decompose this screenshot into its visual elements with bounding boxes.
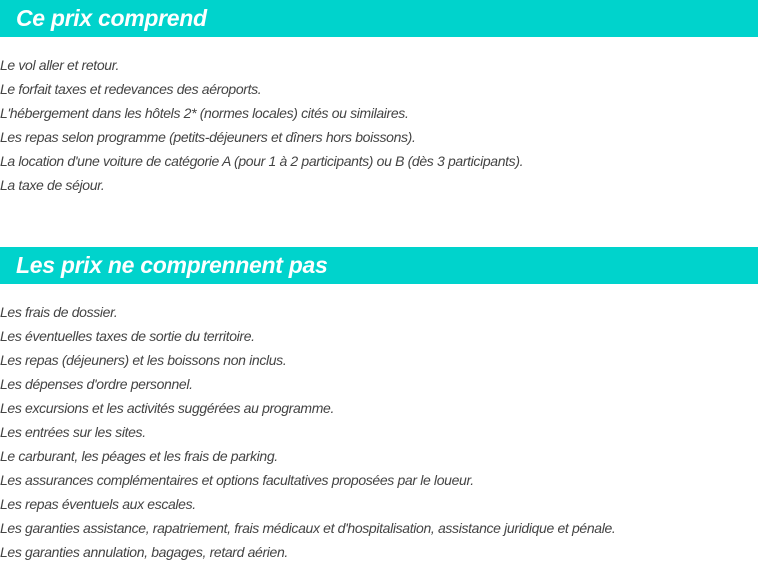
list-item: Les garanties assistance, rapatriement, frais médicaux et d'hospitalisation, assistance juridique et pénale. bbox=[0, 520, 616, 536]
list-item: La taxe de séjour. bbox=[0, 177, 105, 193]
list-item: Les excursions et les activités suggérées au programme. bbox=[0, 400, 335, 416]
included-list bbox=[0, 53, 523, 197]
list-item: Le forfait taxes et redevances des aéroports. bbox=[0, 81, 262, 97]
list-item: Les dépenses d'ordre personnel. bbox=[0, 376, 193, 392]
list-item: La location d'une voiture de catégorie A (pour 1 à 2 participants) ou B (dès 3 participants). bbox=[0, 153, 524, 169]
list-item: Les assurances complémentaires et options facultatives proposées par le loueur. bbox=[0, 472, 474, 488]
excluded-section-header bbox=[0, 247, 758, 284]
list-item: Le carburant, les péages et les frais de parking. bbox=[0, 448, 278, 464]
list-item: Les éventuelles taxes de sortie du territoire. bbox=[0, 328, 255, 344]
excluded-list bbox=[0, 300, 615, 564]
list-item: Les entrées sur les sites. bbox=[0, 424, 146, 440]
list-item: L'hébergement dans les hôtels 2* (normes locales) cités ou similaires. bbox=[0, 105, 409, 121]
list-item: Les repas (déjeuners) et les boissons non inclus. bbox=[0, 352, 287, 368]
included-section-header bbox=[0, 0, 758, 37]
list-item: Les garanties annulation, bagages, retard aérien. bbox=[0, 544, 288, 560]
list-item: Les repas selon programme (petits-déjeuners et dîners hors boissons). bbox=[0, 129, 416, 145]
excluded-title: Les prix ne comprennent pas bbox=[16, 252, 328, 278]
list-item: Les repas éventuels aux escales. bbox=[0, 496, 196, 512]
list-item: Le vol aller et retour. bbox=[0, 57, 120, 73]
list-item: Les frais de dossier. bbox=[0, 304, 118, 320]
included-title: Ce prix comprend bbox=[16, 5, 207, 31]
